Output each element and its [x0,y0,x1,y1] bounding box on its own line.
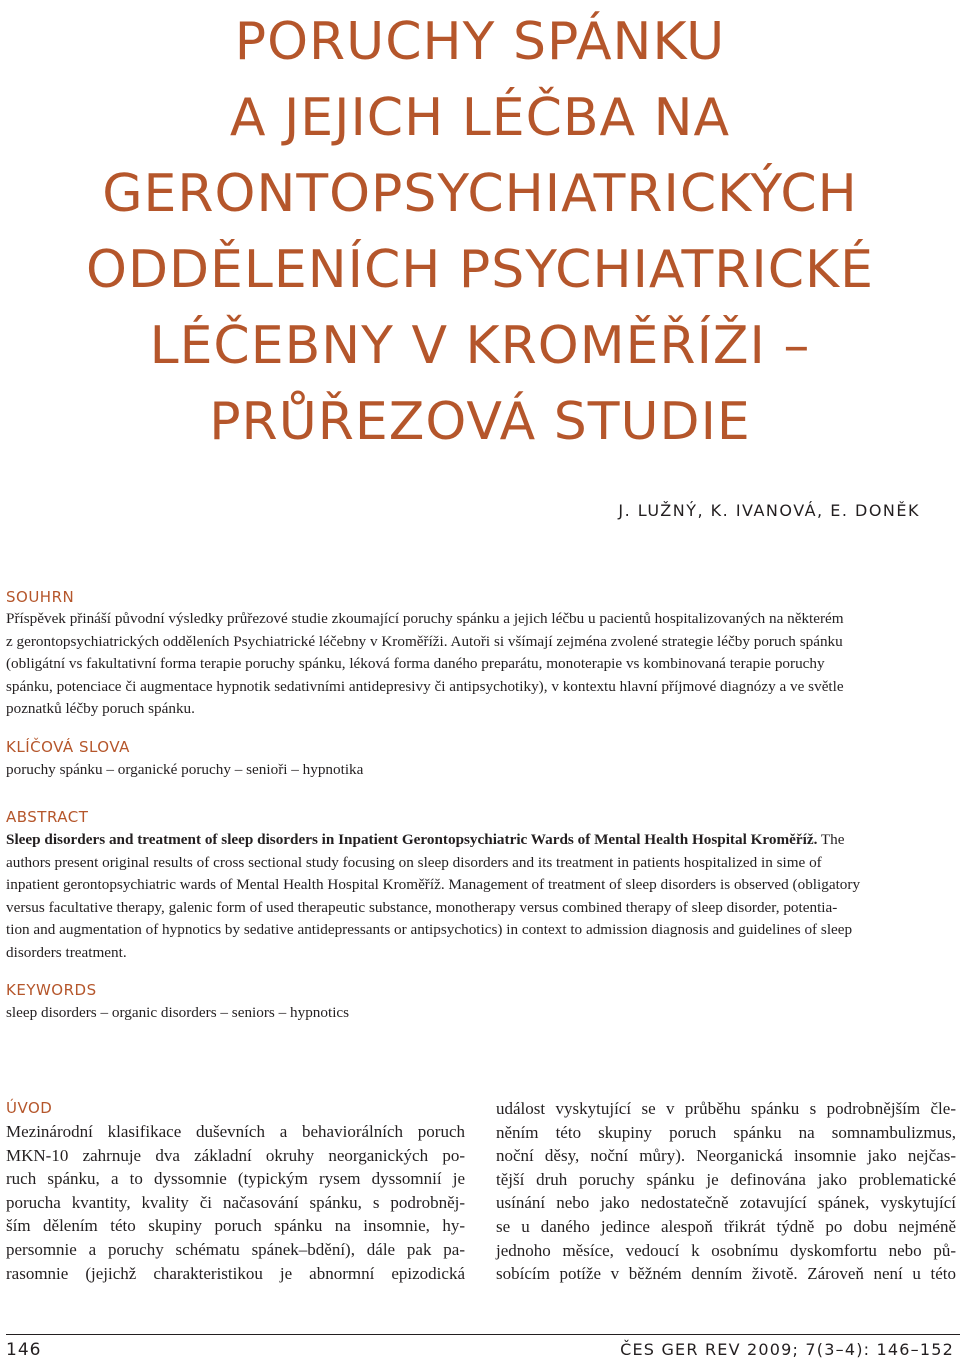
body-line: něním této skupiny poruch spánku na somnambulizmus, [496,1122,956,1142]
souhrn-line: poznatků léčby poruch spánku. [6,700,195,717]
title-line: A JEJICH LÉČBA NA [229,88,731,148]
klicova-slova-text: poruchy spánku – organické poruchy – senioři – hypnotika [6,761,364,778]
abstract-line: tion and augmentation of hypnotics by sedative antidepressants or antipsychotics) in context to admission diagnosis and guidelines of sleep [6,921,853,938]
souhrn-line: z gerontopsychiatrických odděleních Psychiatrické léčebny v Kroměříži. Autoři si všímají zejména zvolené strategie léčby poruch spánku [6,632,843,650]
body-line: jednoho měsíce, vedoucí k osobnímu dyskomfortu nebo pů- [496,1240,956,1260]
body-line: událost vyskytující se v průběhu spánku s podrobnějším čle- [496,1099,956,1118]
abstract-title: Sleep disorders and treatment of sleep disorders in Inpatient Gerontopsychiatric Wards of Mental Health Hospital Kroměříž. [6,831,818,848]
abstract-text [6,829,956,964]
page-number: 146 [6,1340,42,1360]
title-line: PRŮŘEZOVÁ STUDIE [209,392,751,452]
article-title [0,4,960,460]
uvod-left-column [6,1120,465,1285]
abstract-heading: ABSTRACT [6,808,89,826]
keywords-heading: KEYWORDS [6,981,97,999]
souhrn-text [6,608,956,721]
authors: J. LUŽNÝ, K. IVANOVÁ, E. DONĚK [618,501,920,520]
body-line: ruch spánku, a to dyssomnie (typickým rysem dyssomnií je [6,1169,465,1189]
body-line: Mezinárodní klasifikace duševních a behaviorálních poruch [6,1122,465,1141]
footer-divider [6,1334,960,1335]
souhrn-heading: SOUHRN [6,588,75,606]
body-line: tější druh poruchy spánku je definována jako problematické [496,1169,956,1189]
body-line: porucha kvantity, kvality či načasování spánku, s podrobněj- [6,1192,465,1212]
abstract-line: disorders treatment. [6,943,127,961]
body-line: rasomnie (jejichž charakteristikou je abnormní epizodická [6,1263,465,1283]
uvod-right-column [496,1097,956,1286]
souhrn-line: spánku, potenciace či augmentace hypnotik sedativními antidepresivy či antipsychotiky), v kontextu hlavní příjmové diagnózy a ve světle [6,677,844,695]
body-line: ším dělením této skupiny poruch spánku na insomnie, hy- [6,1216,465,1236]
uvod-heading: ÚVOD [6,1099,53,1117]
abstract-line [6,829,956,852]
abstract-line: inpatient gerontopsychiatric wards of Mental Health Hospital Kroměříž. Management of treatment of sleep disorders is observed (obligatory [6,876,861,893]
keywords-text: sleep disorders – organic disorders – seniors – hypnotics [6,1004,350,1021]
body-line: persomnie a poruchy schématu spánek–bdění), dále pak pa- [6,1239,465,1259]
souhrn-line: Příspěvek přináší původní výsledky průřezové studie zkoumající poruchy spánku a jejich léčbu u pacientů hospitalizovaných na některém [6,610,844,627]
title-line: GERONTOPSYCHIATRICKÝCH [102,164,858,224]
title-line: ODDĚLENÍCH PSYCHIATRICKÉ [86,240,874,300]
body-line: noční děsy, noční můry). Neorganická insomnie jako nejčas- [496,1146,956,1166]
body-line: MKN-10 zahrnuje dva základní okruhy neorganických po- [6,1145,465,1165]
abstract-line: versus facultative therapy, galenic form of used therapeutic substance, monotherapy versus combined therapy of sleep disorder, potentia- [6,898,838,916]
title-line: PORUCHY SPÁNKU [234,12,726,72]
body-line: usínání nebo jako nedostatečně zotavující spánek, vyskytující [496,1193,956,1213]
journal-citation: ČES GER REV 2009; 7(3–4): 146–152 [620,1340,954,1359]
abstract-line-rest: The [817,831,845,848]
title-line: LÉČEBNY V KROMĚŘÍŽI – [149,316,811,376]
body-line: sobícím potíže v běžném denním životě. Zároveň není u této [496,1264,956,1284]
klicova-slova-heading: KLÍČOVÁ SLOVA [6,738,130,756]
abstract-line: authors present original results of cross sectional study focusing on sleep disorders and its treatment in patients hospitalized in sime of [6,853,822,871]
souhrn-line: (obligátní vs fakultativní forma terapie poruchy spánku, léková forma daného preparátu, monoterapie vs kombinovaná terapie poruchy [6,655,825,672]
body-line: se u daného jedince alespoň třikrát týdně po dobu nejméně [496,1216,956,1236]
